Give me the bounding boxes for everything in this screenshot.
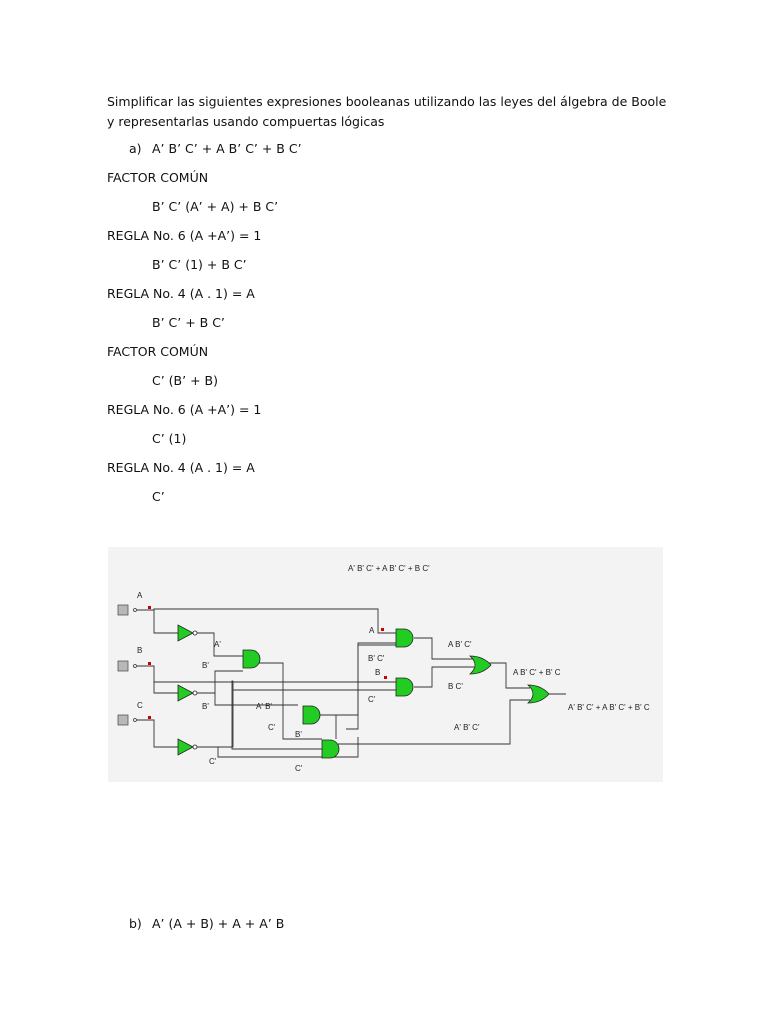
- label-a-b-not-c-not: A B' C': [448, 640, 472, 649]
- and-gate-4: [396, 629, 413, 647]
- label-a-not-b-not-c-not: A' B' C': [454, 723, 480, 732]
- item-a-marker: a): [129, 141, 142, 156]
- label-b-in: B: [375, 668, 381, 677]
- diagram-title: A' B' C' + A B' C' + B C': [348, 564, 430, 573]
- step-result: C’: [152, 489, 165, 504]
- label-c-not-1: C': [268, 723, 276, 732]
- item-b-marker: b): [129, 916, 142, 931]
- item-b-expression: A’ (A + B) + A + A’ B: [152, 916, 285, 931]
- step-rule: FACTOR COMÚN: [107, 344, 209, 359]
- intro-paragraph: Simplificar las siguientes expresiones booleanas utilizando las leyes del álgebra de Boole y representarlas usando compuertas lógicas: [107, 94, 667, 129]
- and-gate-2: [303, 706, 320, 724]
- input-label-b: B: [137, 646, 143, 655]
- or-gate-1: [470, 656, 491, 674]
- logic-circuit-diagram: [108, 547, 663, 782]
- item-a-expression: A’ B’ C’ + A B’ C’ + B C’: [152, 141, 302, 156]
- and-gate-5: [396, 678, 413, 696]
- circuit-wires: [137, 609, 566, 757]
- label-b-c-not: B C': [448, 682, 463, 691]
- label-b-not-1: B': [202, 661, 209, 670]
- and-gate-1: [243, 650, 260, 668]
- step-rule: FACTOR COMÚN: [107, 170, 209, 185]
- label-b-not-c-not: B' C': [368, 654, 385, 663]
- not-gate-a: [178, 625, 197, 641]
- or-gate-2: [528, 685, 549, 703]
- label-a-not: A': [214, 640, 221, 649]
- step-result: C’ (B’ + B): [152, 373, 218, 388]
- not-gate-b: [178, 685, 197, 701]
- not-gate-c: [178, 739, 197, 755]
- step-result: B’ C’ (A’ + A) + B C’: [152, 199, 279, 214]
- label-final-out: A' B' C' + A B' C' + B' C: [568, 703, 650, 712]
- step-rule: REGLA No. 4 (A . 1) = A: [107, 460, 255, 475]
- label-b-not-3: B': [295, 730, 302, 739]
- circuit-svg: [108, 547, 663, 782]
- label-c-not-2: C': [209, 757, 217, 766]
- and-gate-3: [322, 740, 339, 758]
- step-rule: REGLA No. 4 (A . 1) = A: [107, 286, 255, 301]
- label-c-not-4: C': [368, 695, 376, 704]
- input-label-c: C: [137, 701, 143, 710]
- input-label-a: A: [137, 591, 143, 600]
- step-result: B’ C’ (1) + B C’: [152, 257, 247, 272]
- step-result: B’ C’ + B C’: [152, 315, 225, 330]
- label-c-not-3: C': [295, 764, 303, 773]
- label-or1-out: A B' C' + B' C: [513, 668, 561, 677]
- step-result: C’ (1): [152, 431, 187, 446]
- label-a-in: A: [369, 626, 375, 635]
- label-a-not-b-not: A' B': [256, 702, 272, 711]
- step-rule: REGLA No. 6 (A +A’) = 1: [107, 402, 262, 417]
- step-rule: REGLA No. 6 (A +A’) = 1: [107, 228, 262, 243]
- label-b-not-2: B': [202, 702, 209, 711]
